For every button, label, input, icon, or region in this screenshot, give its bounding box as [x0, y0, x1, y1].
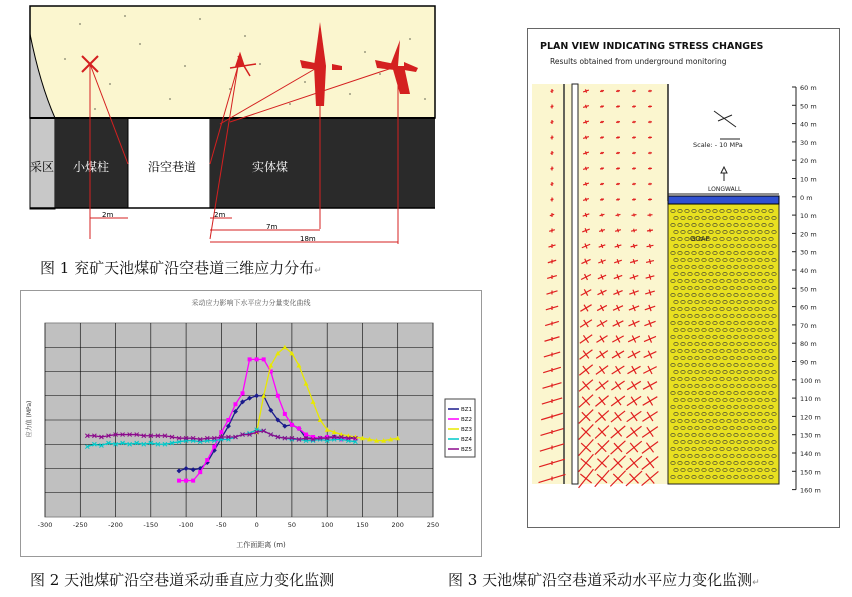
depth-label: 120 m: [800, 413, 821, 422]
depth-label: 130 m: [800, 431, 821, 440]
figure-1: [20, 4, 440, 254]
figure-3-diagram: [528, 29, 839, 527]
depth-label: 40 m: [800, 120, 817, 129]
legend-label: BZ5: [461, 447, 473, 453]
dim-label-3: 7m: [266, 223, 278, 231]
return-mark-icon: ↵: [314, 266, 322, 276]
x-tick-labels: [38, 521, 440, 529]
legend-label: BZ1: [461, 407, 473, 413]
zone-roadway: 沿空巷道: [148, 160, 197, 174]
plan-view-subtitle: Results obtained from underground monitoring: [550, 57, 727, 66]
x-tick-label: 250: [426, 521, 440, 529]
data-point: [233, 402, 237, 406]
x-tick-label: -200: [108, 521, 123, 529]
data-point: [304, 433, 308, 437]
data-point: [212, 445, 216, 449]
data-point: [191, 479, 195, 483]
depth-label: 60 m: [800, 303, 817, 312]
depth-label: 160 m: [800, 486, 821, 495]
y-axis-label: 应力值 (MPa): [26, 400, 33, 438]
x-tick-label: 100: [320, 521, 334, 529]
depth-label: 0 m: [800, 193, 813, 202]
legend-label: BZ2: [461, 417, 473, 423]
longwall-face: [668, 196, 779, 204]
data-point: [248, 357, 252, 361]
data-point: [205, 458, 209, 462]
scale-label: Scale: - 10 MPa: [693, 141, 743, 149]
figure-1-caption: 图 1 兖矿天池煤矿沿空巷道三维应力分布↵: [40, 259, 322, 277]
depth-label: 80 m: [800, 340, 817, 349]
zone-gob: 采区: [30, 160, 55, 174]
dimension-lines: [90, 218, 398, 242]
figure-2-caption: 图 2 天池煤矿沿空巷道采动垂直应力变化监测: [30, 571, 335, 589]
depth-label: 20 m: [800, 157, 817, 166]
x-tick-label: 150: [356, 521, 369, 529]
depth-label: 70 m: [800, 321, 817, 330]
return-mark-icon: ↵: [752, 578, 760, 588]
figure-2-chart: [21, 291, 481, 556]
figure-3: [527, 28, 840, 528]
dim-label-1: 2m: [102, 211, 114, 219]
x-tick-label: -300: [37, 521, 53, 529]
dim-label-2: 2m: [214, 211, 226, 219]
data-point: [297, 426, 301, 430]
zone-small-pillar: 小煤柱: [73, 160, 110, 174]
depth-label: 60 m: [800, 84, 817, 92]
depth-label: 10 m: [800, 212, 817, 221]
depth-label: 110 m: [800, 395, 821, 404]
data-point: [226, 418, 230, 422]
data-point: [262, 357, 266, 361]
data-point: [219, 430, 223, 434]
chart-title: 采动应力影响下水平应力分量变化曲线: [191, 299, 311, 307]
depth-label: 50 m: [800, 285, 817, 294]
legend-label: BZ3: [461, 427, 473, 433]
x-tick-label: -150: [143, 521, 159, 529]
depth-axis: [792, 84, 821, 495]
data-point: [241, 391, 245, 395]
x-tick-label: 0: [254, 521, 259, 529]
data-point: [283, 412, 287, 416]
solid-coal: [210, 118, 435, 208]
depth-label: 100 m: [800, 376, 821, 385]
figure-1-diagram: [20, 4, 440, 254]
x-axis-label: 工作面距离 (m): [236, 541, 286, 549]
depth-label: 30 m: [800, 248, 817, 257]
longwall-label: LONGWALL: [708, 186, 742, 193]
figure-3-caption: 图 3 天池煤矿沿空巷道采动水平应力变化监测↵: [448, 571, 760, 589]
north-arrow-icon: [714, 111, 736, 127]
depth-label: 90 m: [800, 358, 817, 367]
x-tick-label: 200: [391, 521, 404, 529]
goaf-label: GOAF: [690, 235, 710, 243]
roadway-zone: [532, 84, 668, 484]
zone-solid-coal: 实体煤: [252, 160, 289, 174]
roadway-channel: [572, 84, 578, 484]
depth-label: 140 m: [800, 450, 821, 458]
figure-2: [20, 290, 482, 557]
depth-label: 20 m: [800, 230, 817, 239]
data-point: [255, 357, 259, 361]
x-tick-label: -250: [72, 521, 88, 529]
depth-label: 30 m: [800, 138, 817, 147]
data-point: [290, 423, 294, 427]
data-point: [198, 470, 202, 474]
data-point: [177, 479, 181, 483]
plan-view-title: PLAN VIEW INDICATING STRESS CHANGES: [540, 41, 764, 52]
dim-label-4: 18m: [300, 235, 316, 243]
depth-label: 150 m: [800, 468, 821, 477]
x-tick-label: 50: [287, 521, 297, 529]
x-tick-label: -100: [178, 521, 194, 529]
depth-label: 50 m: [800, 102, 817, 111]
depth-label: 10 m: [800, 175, 817, 184]
legend-label: BZ4: [461, 437, 473, 443]
data-point: [276, 394, 280, 398]
x-tick-label: -50: [216, 521, 227, 529]
data-point: [184, 479, 188, 483]
depth-label: 40 m: [800, 267, 817, 275]
